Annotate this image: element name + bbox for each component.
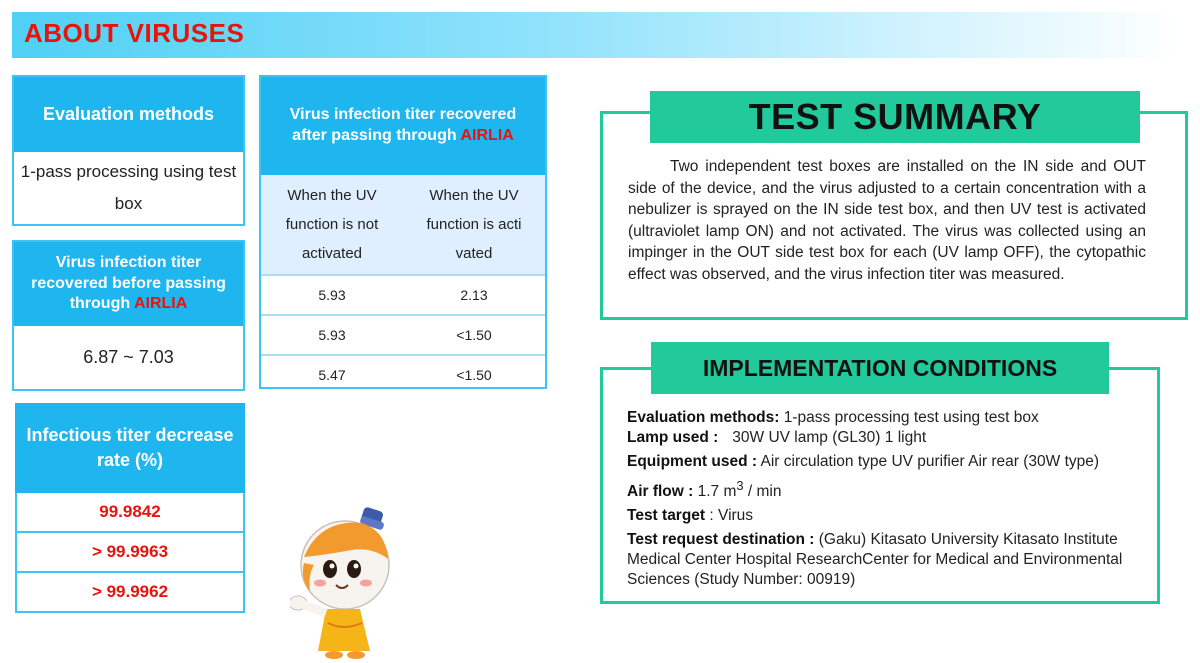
condition-lamp bbox=[627, 428, 1152, 448]
evaluation-methods-box bbox=[12, 75, 245, 226]
implementation-conditions-list bbox=[627, 408, 1152, 594]
condition-label: Air flow : bbox=[627, 483, 694, 501]
condition-label: Lamp used : bbox=[627, 429, 719, 446]
cell-uv-activated: 2.13 bbox=[460, 287, 488, 303]
titer-after-column-headers bbox=[261, 175, 545, 274]
cell-uv-not-activated: 5.47 bbox=[318, 367, 346, 383]
titer-after-table bbox=[259, 75, 547, 389]
condition-label: Test request destination : bbox=[627, 531, 815, 549]
page-title: ABOUT VIRUSES bbox=[24, 18, 245, 48]
decrease-rate-row: 99.9842 bbox=[15, 493, 245, 533]
decrease-rate-box bbox=[15, 403, 245, 617]
test-summary-text: Two independent test boxes are installed on the IN side and OUT side of the device, and the virus adjusted to a certain concentration with a nebulizer is sprayed on the IN side test box, and then UV test is activated (ultraviolet lamp ON) and not activated. The virus was collected using an impinger in the OUT side test box for each (UV lamp OFF), the cytopathic effect was observed, and the virus infection titer was measured. bbox=[628, 158, 1146, 283]
condition-value: : Virus bbox=[705, 507, 754, 525]
table-row bbox=[261, 354, 545, 394]
condition-label: Evaluation methods: bbox=[627, 409, 780, 426]
condition-label: Equipment used : bbox=[627, 453, 758, 470]
header-banner bbox=[12, 12, 1180, 58]
evaluation-methods-value: 1-pass processing using test box bbox=[20, 162, 237, 213]
column-header-uv-not-activated: When the UV function is not activated bbox=[285, 187, 379, 262]
brand-name: AIRLIA bbox=[133, 295, 188, 313]
condition-value: (Gaku) Kitasato University Kitasato Institute Medical Center Hospital ResearchCenter for Medical and Environmental Sciences (Study Number: 00919) bbox=[627, 531, 1123, 589]
condition-request-destination bbox=[627, 530, 1152, 590]
condition-value: 1.7 m bbox=[693, 483, 737, 501]
condition-test-target bbox=[627, 506, 1152, 526]
implementation-conditions-title: IMPLEMENTATION CONDITIONS bbox=[651, 342, 1109, 394]
titer-after-header bbox=[261, 77, 545, 175]
titer-before-header bbox=[14, 242, 243, 326]
decrease-rate-row: > 99.9962 bbox=[15, 573, 245, 613]
condition-value: 30W UV lamp (GL30) 1 light bbox=[732, 429, 927, 446]
condition-evaluation bbox=[627, 408, 1152, 428]
cell-uv-not-activated: 5.93 bbox=[318, 287, 346, 303]
table-row bbox=[261, 314, 545, 354]
table-row bbox=[261, 274, 545, 314]
condition-value-unit: / min bbox=[743, 483, 782, 501]
condition-equipment bbox=[627, 452, 1152, 472]
titer-before-header-text: Virus infection titer recovered before passing through bbox=[31, 253, 226, 313]
test-summary-title: TEST SUMMARY bbox=[650, 91, 1140, 143]
column-header-uv-activated: When the UV function is acti vated bbox=[426, 187, 522, 262]
evaluation-methods-header: Evaluation methods bbox=[14, 77, 243, 152]
cell-uv-activated: <1.50 bbox=[456, 327, 492, 343]
cell-uv-not-activated: 5.93 bbox=[318, 327, 346, 343]
condition-value: 1-pass processing test using test box bbox=[779, 409, 1039, 426]
condition-value-exponent: 3 bbox=[736, 478, 744, 493]
condition-air-flow bbox=[627, 476, 1152, 502]
titer-after-header-text: Virus infection titer recovered after passing through bbox=[289, 106, 517, 144]
condition-value: Air circulation type UV purifier Air rear (30W type) bbox=[757, 453, 1100, 470]
mascot-icon bbox=[290, 505, 390, 660]
decrease-rate-row: > 99.9963 bbox=[15, 533, 245, 573]
condition-label: Test target bbox=[627, 507, 706, 525]
titer-before-box bbox=[12, 240, 245, 391]
brand-name: AIRLIA bbox=[460, 127, 514, 144]
cell-uv-activated: <1.50 bbox=[456, 367, 492, 383]
titer-before-value: 6.87 ~ 7.03 bbox=[83, 347, 174, 367]
decrease-rate-header: Infectious titer decrease rate (%) bbox=[15, 403, 245, 493]
